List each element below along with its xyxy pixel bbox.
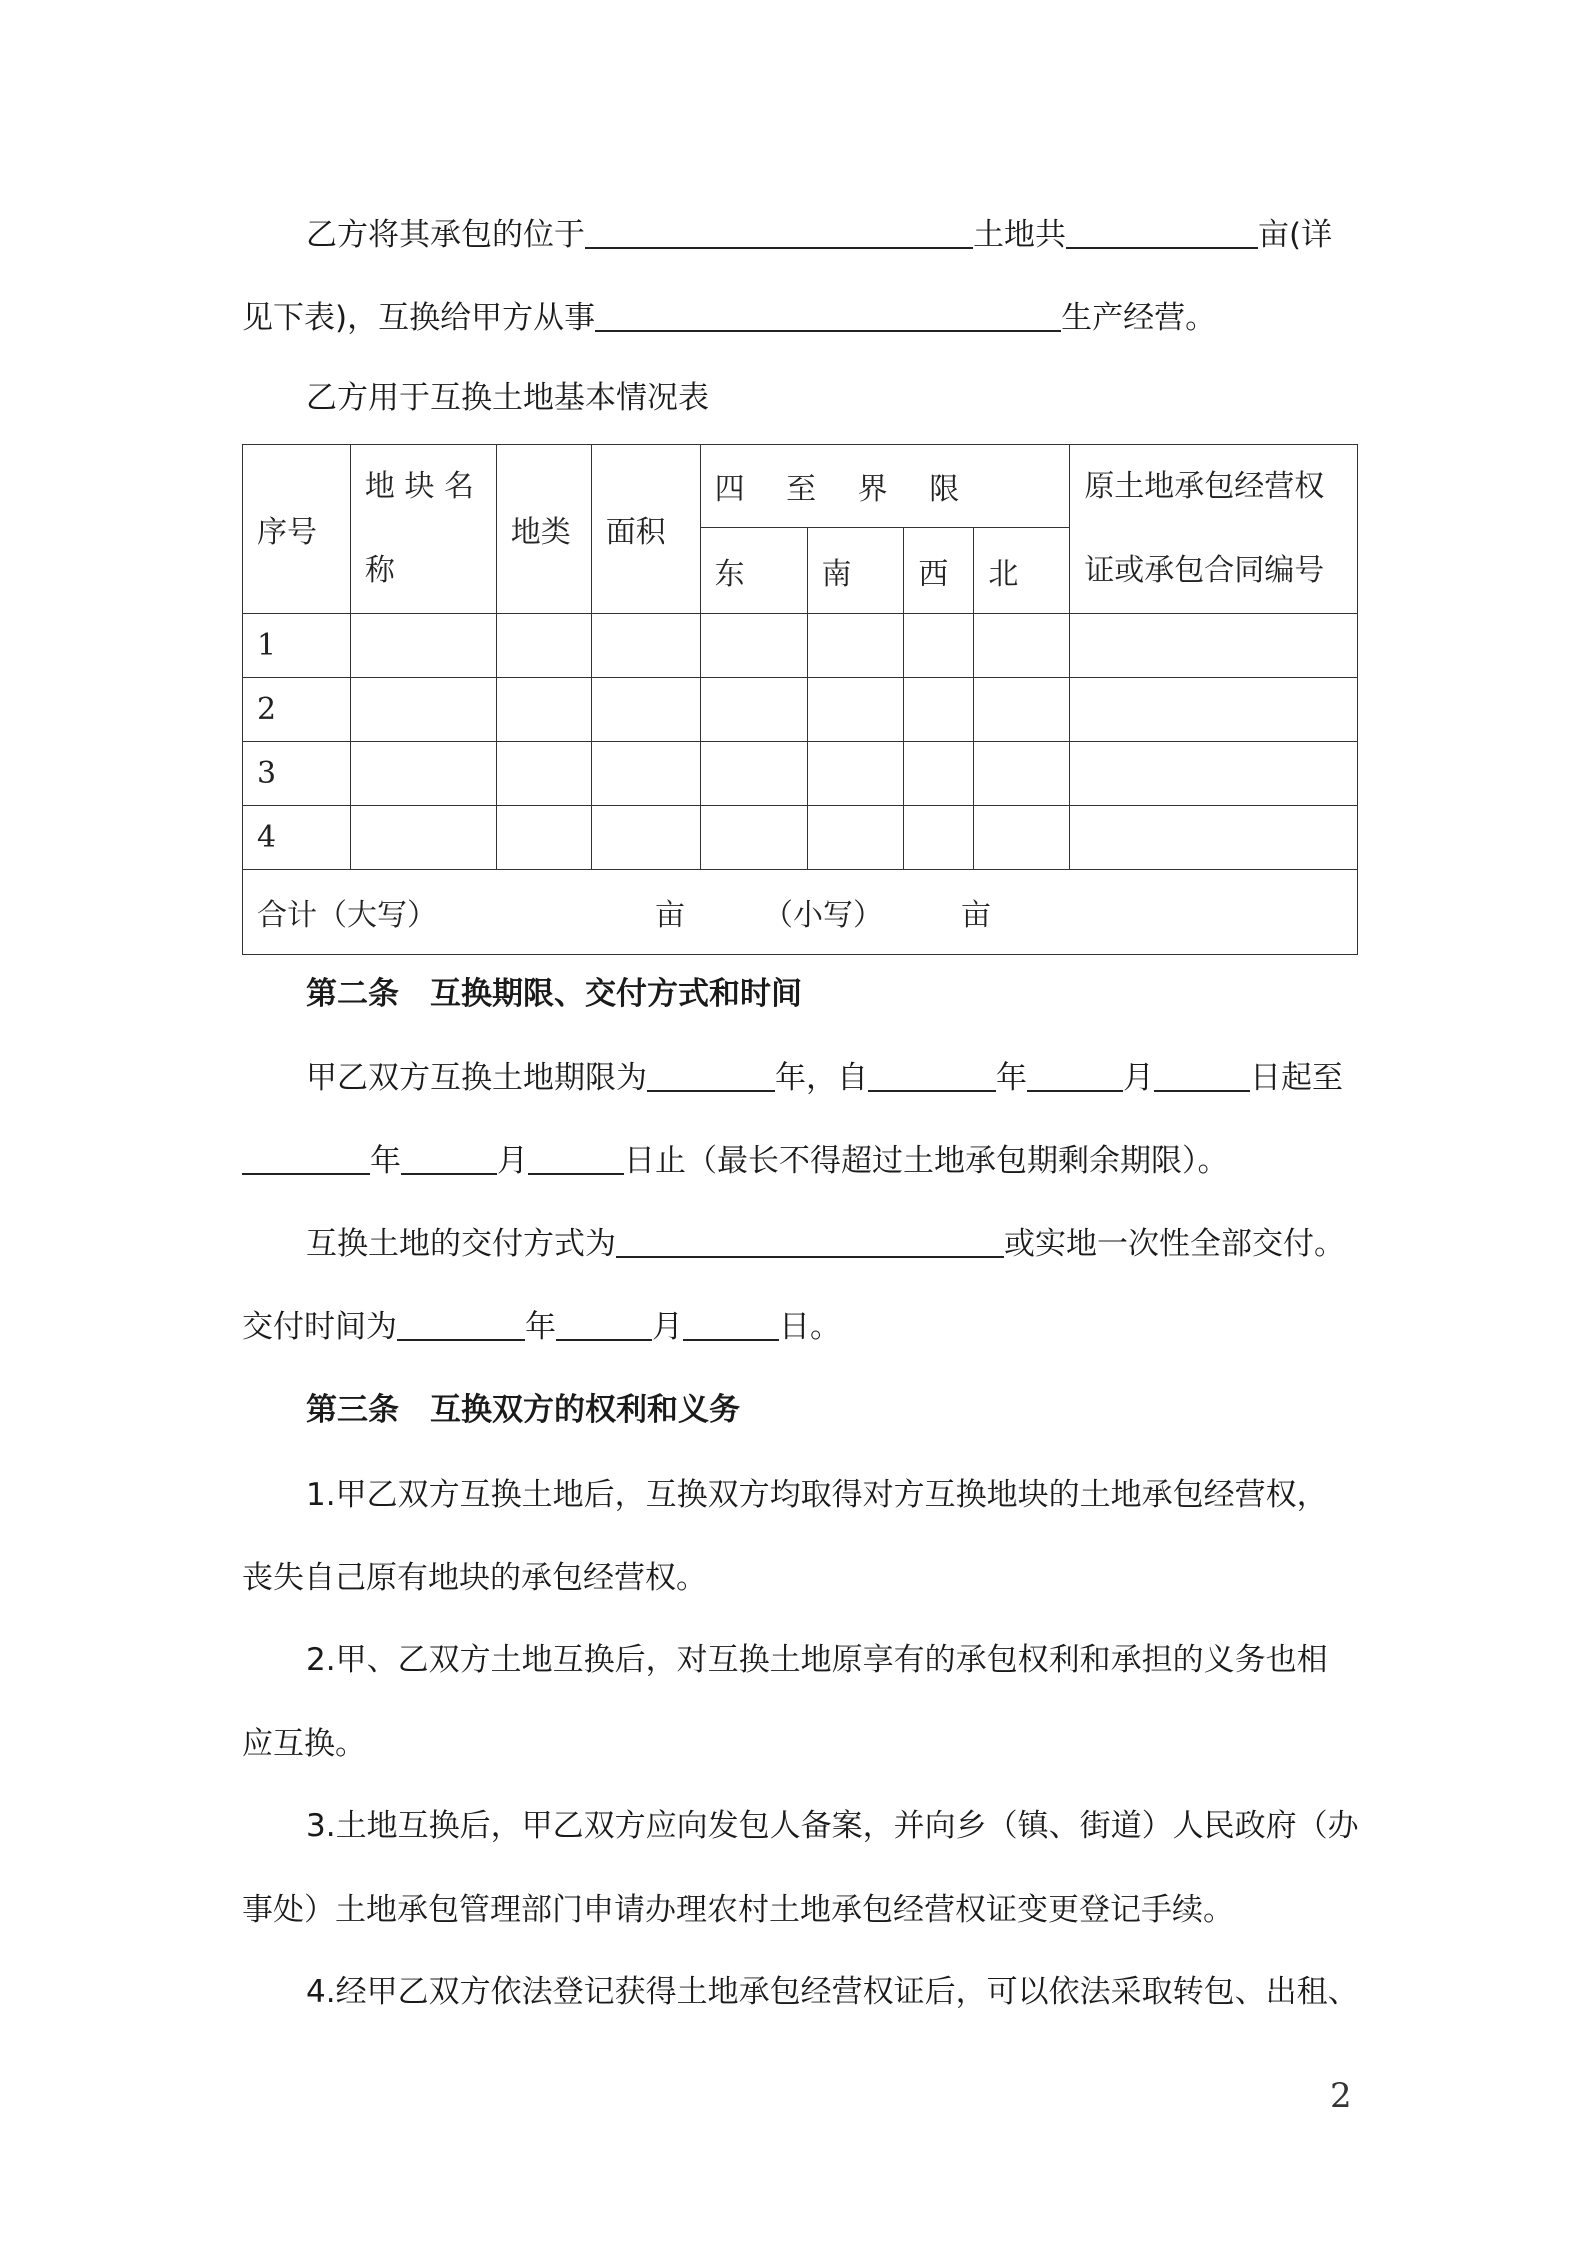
total-cell [243, 870, 1358, 955]
blank-delivery-day[interactable] [683, 1309, 779, 1341]
text: 亩(详 [1258, 217, 1333, 253]
blank-start-year[interactable] [868, 1060, 996, 1092]
text: 年 [996, 1060, 1027, 1096]
text: 交付时间为 [242, 1309, 397, 1345]
cell[interactable] [350, 806, 496, 870]
blank-delivery-year[interactable] [397, 1309, 525, 1341]
table-title: 乙方用于互换土地基本情况表 [306, 380, 709, 416]
header-seq: 序号 [243, 445, 351, 614]
header-north: 北 [974, 528, 1070, 614]
cell[interactable] [700, 614, 807, 678]
cell[interactable] [496, 806, 591, 870]
article3-heading: 第三条 互换双方的权利和义务 [306, 1392, 740, 1428]
para1-line2 [242, 298, 1357, 338]
cell[interactable] [700, 678, 807, 742]
header-south: 南 [807, 528, 904, 614]
blank-location[interactable] [585, 217, 973, 249]
cell[interactable] [496, 614, 591, 678]
text: 日。 [779, 1309, 841, 1345]
header-boundaries: 四 至 界 限 [700, 445, 1070, 528]
header-certificate-2: 证或承包合同编号 [1084, 553, 1325, 588]
cell[interactable] [974, 806, 1070, 870]
text: 年，自 [775, 1060, 868, 1096]
article3-p2-line1: 2.甲、乙双方土地互换后，对互换土地原享有的承包权利和承担的义务也相 [306, 1642, 1328, 1678]
row-number: 4 [243, 806, 351, 870]
text: 日起至 [1250, 1060, 1343, 1096]
cell[interactable] [700, 742, 807, 806]
row-number: 2 [243, 678, 351, 742]
cell[interactable] [496, 678, 591, 742]
cell[interactable] [974, 742, 1070, 806]
text: 年 [370, 1143, 401, 1179]
article3-p4-line1: 4.经甲乙双方依法登记获得土地承包经营权证后，可以依法采取转包、出租、 [306, 1974, 1359, 2010]
text: 甲乙双方互换土地期限为 [306, 1060, 647, 1096]
total-small-label: （小写） [763, 898, 883, 933]
cell[interactable] [496, 742, 591, 806]
header-plot-name-2: 称 [364, 553, 395, 588]
header-east: 东 [700, 528, 807, 614]
article2-line1 [242, 1058, 1357, 1098]
blank-delivery-method[interactable] [616, 1226, 1004, 1258]
cell[interactable] [974, 614, 1070, 678]
article3-p1-line2: 丧失自己原有地块的承包经营权。 [242, 1560, 707, 1596]
text: 月 [1123, 1060, 1154, 1096]
cell[interactable] [807, 742, 904, 806]
header-area: 面积 [591, 445, 700, 614]
text: 或实地一次性全部交付。 [1004, 1226, 1345, 1262]
header-certificate [1070, 445, 1358, 614]
text: 乙方将其承包的位于 [306, 217, 585, 253]
text: 互换土地的交付方式为 [306, 1226, 616, 1262]
article2-line2 [242, 1141, 1357, 1181]
blank-end-month[interactable] [401, 1143, 497, 1175]
total-unit-lower: 亩 [961, 898, 991, 933]
header-plot-name-1: 地 块 名 [364, 469, 474, 504]
cell[interactable] [591, 742, 700, 806]
header-plot-name [350, 445, 496, 614]
cell[interactable] [904, 806, 974, 870]
article3-p2-line2: 应互换。 [242, 1726, 366, 1762]
blank-end-day[interactable] [528, 1143, 624, 1175]
cell[interactable] [350, 614, 496, 678]
cell[interactable] [904, 742, 974, 806]
cell[interactable] [904, 678, 974, 742]
cell[interactable] [974, 678, 1070, 742]
article3-p1-line1: 1.甲乙双方互换土地后，互换双方均取得对方互换地块的土地承包经营权， [306, 1477, 1328, 1513]
cell[interactable] [1070, 742, 1358, 806]
blank-years[interactable] [647, 1060, 775, 1092]
text: 日止（最长不得超过土地承包期剩余期限）。 [624, 1143, 1229, 1179]
row-number: 3 [243, 742, 351, 806]
header-west: 西 [904, 528, 974, 614]
total-unit-upper: 亩 [655, 898, 685, 933]
cell[interactable] [1070, 806, 1358, 870]
text: 生产经营。 [1061, 300, 1217, 336]
cell[interactable] [1070, 678, 1358, 742]
cell[interactable] [1070, 614, 1358, 678]
cell[interactable] [807, 678, 904, 742]
cell[interactable] [904, 614, 974, 678]
text: 年 [525, 1309, 556, 1345]
total-row [243, 870, 1358, 955]
blank-end-year[interactable] [242, 1143, 370, 1175]
article2-line3 [242, 1224, 1357, 1264]
cell[interactable] [350, 678, 496, 742]
text: 见下表)，互换给甲方从事 [242, 300, 596, 336]
blank-area[interactable] [1066, 217, 1258, 249]
article2-heading: 第二条 互换期限、交付方式和时间 [306, 976, 802, 1012]
article3-p3-line1: 3.土地互换后，甲乙双方应向发包人备案，并向乡（镇、街道）人民政府（办 [306, 1808, 1359, 1844]
page-number: 2 [1330, 2076, 1352, 2116]
blank-purpose[interactable] [595, 300, 1061, 332]
blank-delivery-month[interactable] [556, 1309, 652, 1341]
header-land-type: 地类 [496, 445, 591, 614]
table-row [243, 678, 1358, 742]
table-row [243, 742, 1358, 806]
table-row [243, 806, 1358, 870]
cell[interactable] [591, 614, 700, 678]
article2-line4 [242, 1307, 1357, 1347]
article3-p3-line2: 事处）土地承包管理部门申请办理农村土地承包经营权证变更登记手续。 [242, 1892, 1234, 1928]
table-row [243, 614, 1358, 678]
text: 土地共 [973, 217, 1066, 253]
land-info-table [242, 444, 1358, 955]
cell[interactable] [700, 806, 807, 870]
text: 月 [652, 1309, 683, 1345]
total-label: 合计（大写） [257, 898, 437, 933]
para1-line1 [242, 215, 1357, 255]
cell[interactable] [807, 806, 904, 870]
cell[interactable] [350, 742, 496, 806]
header-certificate-1: 原土地承包经营权 [1084, 469, 1325, 504]
cell[interactable] [591, 678, 700, 742]
blank-start-month[interactable] [1027, 1060, 1123, 1092]
cell[interactable] [807, 614, 904, 678]
blank-start-day[interactable] [1154, 1060, 1250, 1092]
row-number: 1 [243, 614, 351, 678]
text: 月 [497, 1143, 528, 1179]
cell[interactable] [591, 806, 700, 870]
